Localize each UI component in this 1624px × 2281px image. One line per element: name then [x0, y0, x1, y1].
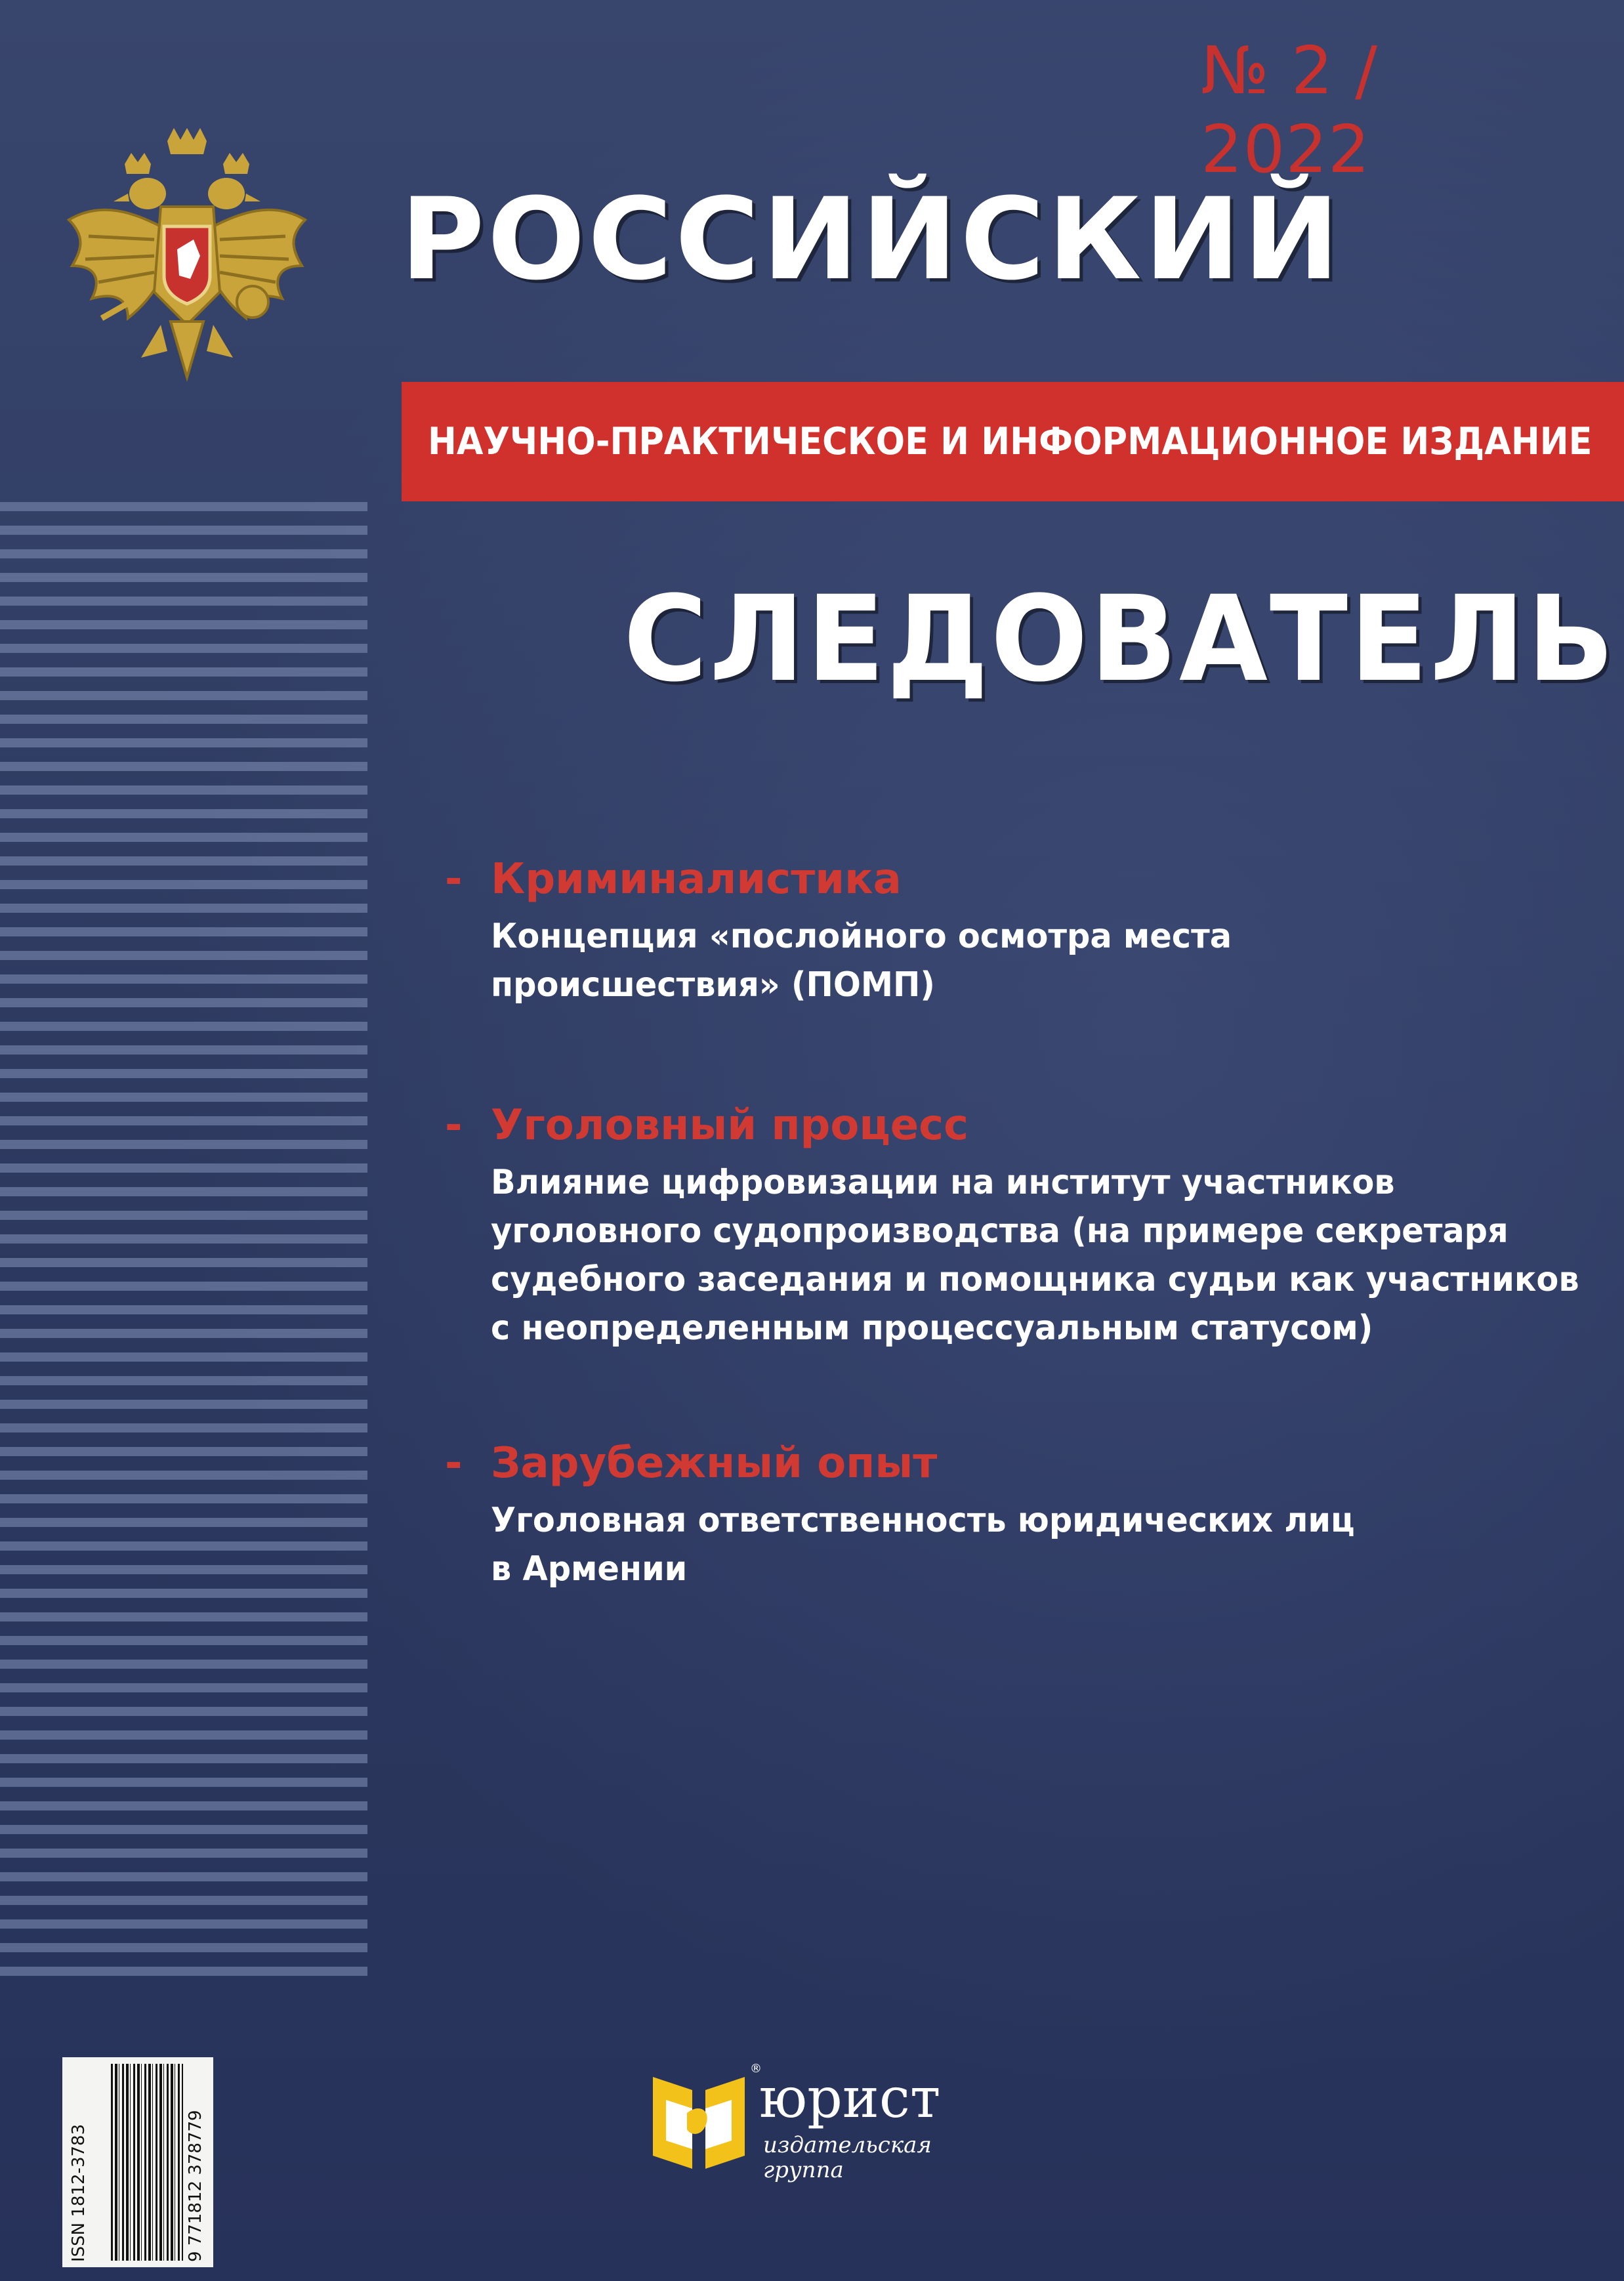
- issue-number: № 2 / 2022: [1201, 32, 1378, 188]
- section-title: Зарубежный опыт: [491, 1439, 938, 1488]
- journal-title-top: РОССИЙСКИЙ: [400, 173, 1343, 305]
- section-title: Криминалистика: [491, 855, 902, 904]
- section-header: [445, 847, 1573, 912]
- section-dash: -: [445, 1101, 463, 1150]
- publisher-name: юрист: [759, 2066, 941, 2130]
- journal-title-main: СЛЕДОВАТЕЛЬ: [623, 571, 1617, 708]
- registered-mark: ®: [750, 2062, 762, 2076]
- barcode: [62, 2057, 213, 2267]
- book-logo-icon: [646, 2064, 751, 2175]
- section-title: Уголовный процесс: [491, 1101, 969, 1150]
- section-line: в Армении: [491, 1549, 688, 1589]
- barcode-number: 9 771812 378779: [186, 2110, 205, 2262]
- section-header: [445, 1431, 1573, 1496]
- section-line: Уголовная ответственность юридических лиц: [491, 1501, 1355, 1540]
- section-description: [491, 1158, 1579, 1352]
- section-line: происшествия» (ПОМП): [491, 965, 935, 1005]
- publisher-subtitle: [763, 2133, 960, 2185]
- coat-of-arms-icon: [62, 128, 312, 404]
- section-criminalistics: [445, 847, 1573, 1009]
- section-line: судебного заседания и помощника судьи как участников: [491, 1260, 1579, 1299]
- section-header: [445, 1093, 1573, 1158]
- section-line: уголовного судопроизводства (на примере секретаря: [491, 1211, 1509, 1251]
- section-line: с неопределенным процессуальным статусом): [491, 1308, 1373, 1348]
- publisher-sub-line: группа: [763, 2157, 844, 2183]
- subtitle-band: [402, 382, 1624, 501]
- section-dash: -: [445, 855, 463, 904]
- section-description: [491, 912, 1513, 1009]
- decorative-stripes: [0, 502, 367, 1978]
- subtitle: НАУЧНО-ПРАКТИЧЕСКОЕ И ИНФОРМАЦИОННОЕ ИЗДАНИЕ: [428, 420, 1593, 463]
- publisher-logo: [646, 2051, 988, 2188]
- section-dash: -: [445, 1439, 463, 1488]
- barcode-bars: [111, 2064, 183, 2261]
- section-description: [491, 1496, 1513, 1593]
- section-criminal-procedure: [445, 1093, 1579, 1352]
- section-foreign-experience: [445, 1431, 1573, 1593]
- section-line: Влияние цифровизации на институт участников: [491, 1163, 1395, 1202]
- issn-label: ISSN 1812-3783: [69, 2124, 89, 2262]
- publisher-sub-line: издательская: [763, 2132, 932, 2158]
- section-line: Концепция «послойного осмотра места: [491, 917, 1232, 956]
